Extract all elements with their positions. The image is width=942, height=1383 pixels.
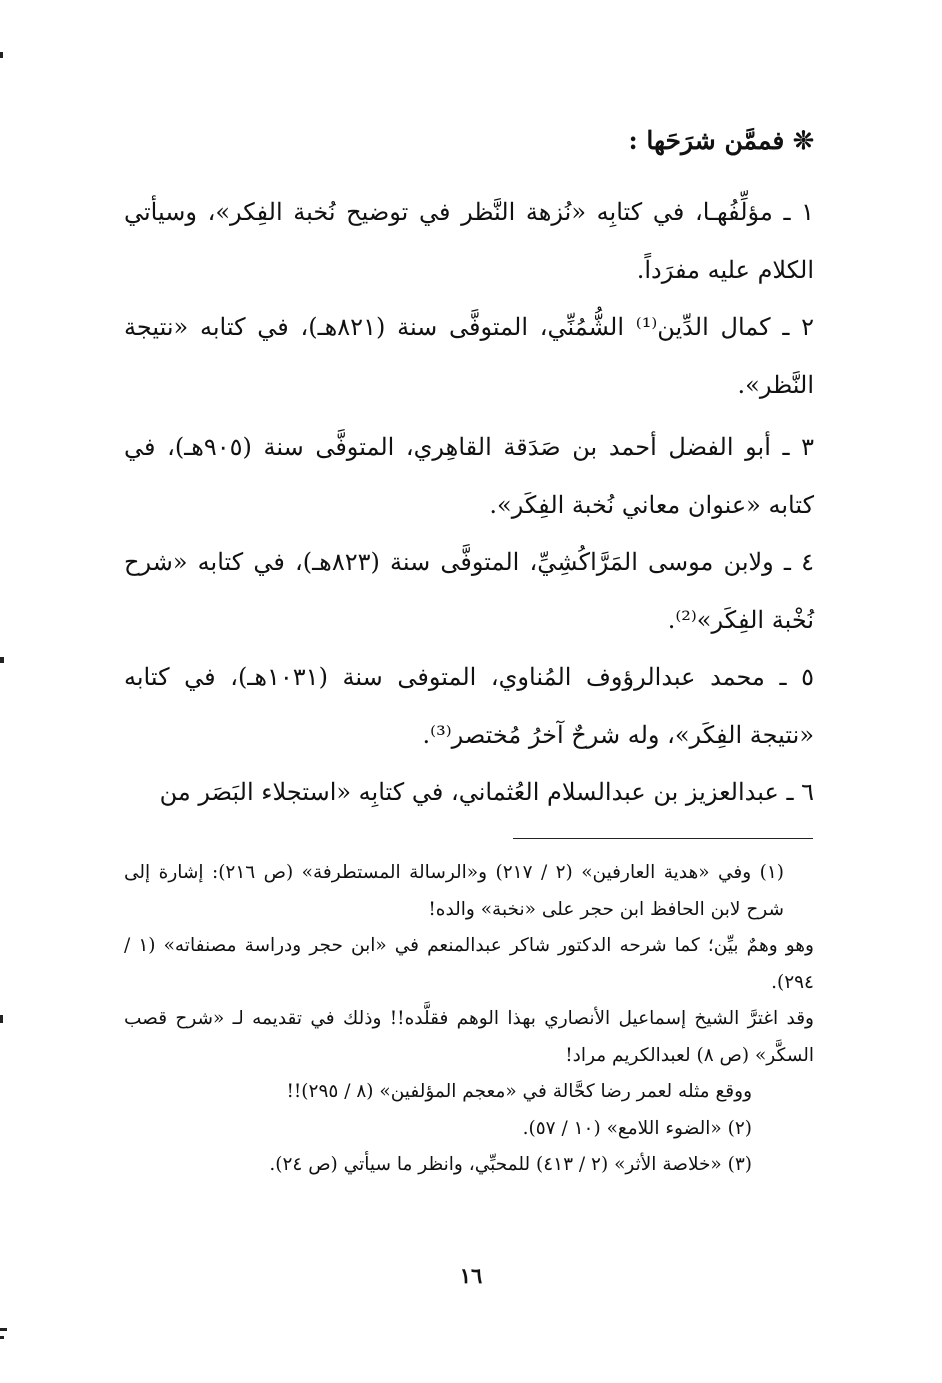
footnote-1-part-4: ووقع مثله لعمر رضا كحَّالة في «معجم المؤلفين» (٨ / ٢٩٥)!! — [286, 1081, 752, 1102]
page-number: ١٦ — [459, 1263, 483, 1288]
scan-edge-mark — [0, 1328, 7, 1331]
paragraph-2: ٢ ـ كمال الدِّين⁽¹⁾ الشُّمُنِّي، المتوفَّى سنة (٨٢١هـ)، في كتابه «نتيجة النَّظر». — [124, 313, 814, 399]
scan-edge-mark — [0, 52, 3, 58]
paragraph-6: ٦ ـ عبدالعزيز بن عبدالسلام العُثماني، في كتابِه «استجلاء البَصَر من — [159, 778, 814, 806]
paragraph-4: ٤ ـ ولابن موسى المَرَّاكُشِيِّ، المتوفَّى سنة (٨٢٣هـ)، في كتابه «شرح نُخْبة الفِكَر»⁽²⁾. — [124, 548, 815, 634]
paragraph-5: ٥ ـ محمد عبدالرؤوف المُناوي، المتوفى سنة (١٠٣١هـ)، في كتابه «نتيجة الفِكَر»، وله شرحٌ آخرُ مُختصر⁽³⁾. — [124, 663, 815, 749]
paragraph-1: ١ ـ مؤلِّفُهـا، في كتابِه «نُزهة النَّظر في توضيح نُخبة الفِكر»، وسيأتي الكلام عليه مفرَداً. — [124, 198, 814, 284]
scan-edge-mark — [0, 1336, 4, 1339]
footnote-3: (٣) «خلاصة الأثر» (٢ / ٤١٣) للمحبِّي، وانظر ما سيأتي (ص ٢٤). — [269, 1154, 752, 1175]
scan-edge-mark — [0, 657, 4, 663]
paragraph-3: ٣ ـ أبو الفضل أحمد بن صَدَقة القاهِري، المتوفَّى سنة (٩٠٥هـ)، في كتابه «عنوان معاني نُخبة الفِكَر». — [124, 433, 814, 519]
footnote-separator — [513, 838, 813, 839]
section-heading: ❊ فممَّن شرَحَها : — [628, 126, 814, 155]
footnote-1-part-1: (١) وفي «هدية العارفين» (٢ / ٢١٧) و«الرسالة المستطرفة» (ص ٢١٦): إشارة إلى شرح لابن الحافظ ابن حجر على «نخبة» والده! — [124, 862, 785, 920]
scan-edge-mark — [0, 1015, 3, 1023]
footnote-1-part-3: وقد اغترَّ الشيخ إسماعيل الأنصاري بهذا الوهم فقلَّده!! وذلك في تقديمه لـ «شرح قصب السكَّر» (ص ٨) لعبدالكريم مراد! — [124, 1008, 814, 1066]
footnote-1-part-2: وهو وهمٌ بيِّن؛ كما شرحه الدكتور شاكر عبدالمنعم في «ابن حجر ودراسة مصنفاته» (١ / ٢٩٤). — [124, 935, 814, 993]
footnote-2: (٢) «الضوء اللامع» (١٠ / ٥٧). — [522, 1117, 752, 1139]
footnotes — [124, 855, 814, 1184]
